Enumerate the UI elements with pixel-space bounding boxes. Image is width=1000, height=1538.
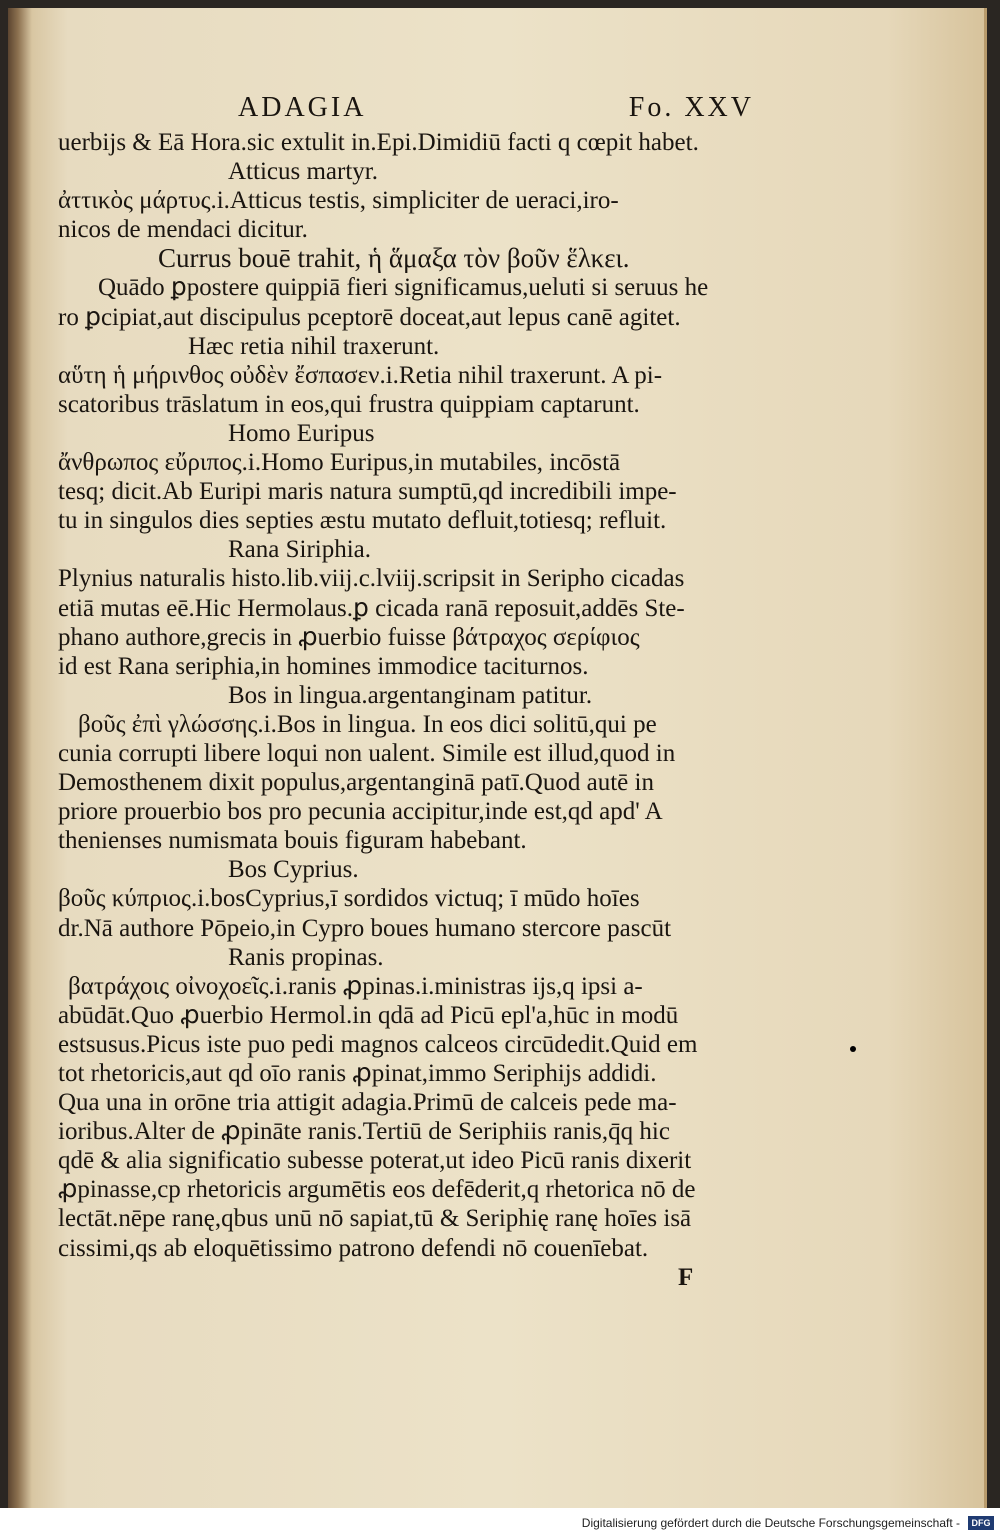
text-line: lectāt.nēpe ranę,qbus unū nō sapiat,tū & Seriphię ranę hoīes isā: [58, 1205, 692, 1233]
footer-bar: [0, 1508, 1000, 1538]
text-line: uerbijs & Eā Hora.sic extulit in.Epi.Dimidiū facti q cœpit habet.: [58, 129, 699, 156]
text-line: etiā mutas eē.Hic Hermolaus.ꝑ cicada ranā reposuit,addēs Ste-: [58, 594, 685, 622]
text-line: thenienses numismata bouis figuram habebant.: [58, 827, 527, 855]
lemma-heading: Atticus martyr.: [228, 158, 378, 186]
text-line: abūdāt.Quo ꝓuerbio Hermol.in qdā ad Picū epl'a,hūc in modū: [58, 1001, 679, 1029]
text-line: βατράχοις οἰνοχοεῖς.i.ranis ꝓpinas.i.ministras ijs,q ipsi a-: [68, 972, 643, 1000]
header-title: ADAGIA: [238, 92, 367, 123]
lemma-heading: Rana Siriphia.: [228, 536, 372, 564]
text-line: Plynius naturalis histo.lib.viij.c.lviij.scripsit in Seripho cicadas: [58, 565, 685, 593]
text-line: tot rhetoricis,aut qd oīo ranis ꝓpinat,immo Seriphijs addidi.: [58, 1060, 657, 1087]
folio-number: Fo. XXV: [628, 92, 754, 123]
text-line: ꝓpinasse,cp rhetoricis argumētis eos defēderit,q rhetorica nō de: [58, 1176, 696, 1204]
lemma-heading: Ranis propinas.: [228, 943, 384, 971]
text-line: cunia corrupti libere loqui non ualent. Simile est illud,quod in: [58, 739, 676, 767]
text-line: priore prouerbio bos pro pecunia accipitur,inde est,qd apd' A: [58, 798, 663, 826]
text-line: βοῦς ἐπὶ γλώσσης.i.Bos in lingua. In eos dici solitū,qui pe: [78, 710, 657, 738]
text-line: id est Rana seriphia,in homines immodice taciturnos.: [58, 652, 589, 680]
lemma-heading: Currus bouē trahit, ἡ ἅμαξα τὸν βοῦν ἕλκει.: [158, 244, 630, 274]
text-line: qdē & alia significatio subesse poterat,ut ideo Picū ranis dixerit: [58, 1147, 692, 1175]
dfg-logo: DFG: [968, 1516, 994, 1530]
lemma-heading: Bos Cyprius.: [228, 856, 359, 884]
text-line: tu in singulos dies septies æstu mutato defluit,totiesq; refluit.: [58, 507, 667, 535]
text-line: ἀττικὸς μάρτυς.i.Atticus testis, simpliciter de ueraci,iro-: [58, 187, 619, 215]
ink-dot: [850, 1046, 856, 1052]
signature-mark: F: [678, 1263, 694, 1291]
running-header: [58, 88, 818, 128]
text-line: tesq; dicit.Ab Euripi maris natura sumptū,qd incredibili impe-: [58, 478, 677, 506]
lemma-heading: Hæc retia nihil traxerunt.: [188, 332, 440, 360]
funding-note: Digitalisierung gefördert durch die Deutsche Forschungsgemeinschaft -: [581, 1516, 960, 1530]
text-line: ro ꝑcipiat,aut discipulus pceptorē doceat,aut lepus canē agitet.: [58, 303, 681, 331]
text-line: ἄνθρωπος εὔριπος.i.Homo Euripus,in mutabiles, incōstā: [58, 449, 621, 477]
text-line: Quādo ꝑpostere quippiā fieri significamus,ueluti si seruus he: [98, 274, 709, 302]
text-line: cissimi,qs ab eloquētissimo patrono defendi nō couenīebat.: [58, 1234, 649, 1262]
text-line: Demosthenem dixit populus,argentanginā patī.Quod autē in: [58, 769, 654, 797]
book-page: [8, 8, 987, 1508]
text-line: ioribus.Alter de ꝓpināte ranis.Tertiū de Seriphiis ranis,q̄q hic: [58, 1118, 670, 1146]
lemma-heading: Bos in lingua.argentanginam patitur.: [228, 681, 593, 709]
text-line: βοῦς κύπριος.i.bosCyprius,ī sordidos victuq; ī mūdo hoīes: [58, 885, 640, 913]
text-line: scatoribus trāslatum in eos,qui frustra quippiam captarunt.: [58, 390, 640, 418]
text-line: estsusus.Picus iste puo pedi magnos calceos circūdedit.Quid em: [58, 1030, 698, 1058]
text-line: dr.Nā authore Pōpeio,in Cypro boues humano stercore pascūt: [58, 914, 672, 942]
text-line: phano authore,grecis in ꝓuerbio fuisse βάτραχος σερίφιος: [58, 623, 640, 651]
text-column: [58, 88, 818, 1292]
text-line: Qua una in orōne tria attigit adagia.Primū de calceis pede ma-: [58, 1089, 677, 1117]
text-line: αὕτη ἡ μήρινθος οὐδὲν ἔσπασεν.i.Retia nihil traxerunt. A pi-: [58, 361, 663, 389]
text-line: nicos de mendaci dicitur.: [58, 216, 308, 244]
lemma-heading: Homo Euripus: [228, 419, 375, 447]
